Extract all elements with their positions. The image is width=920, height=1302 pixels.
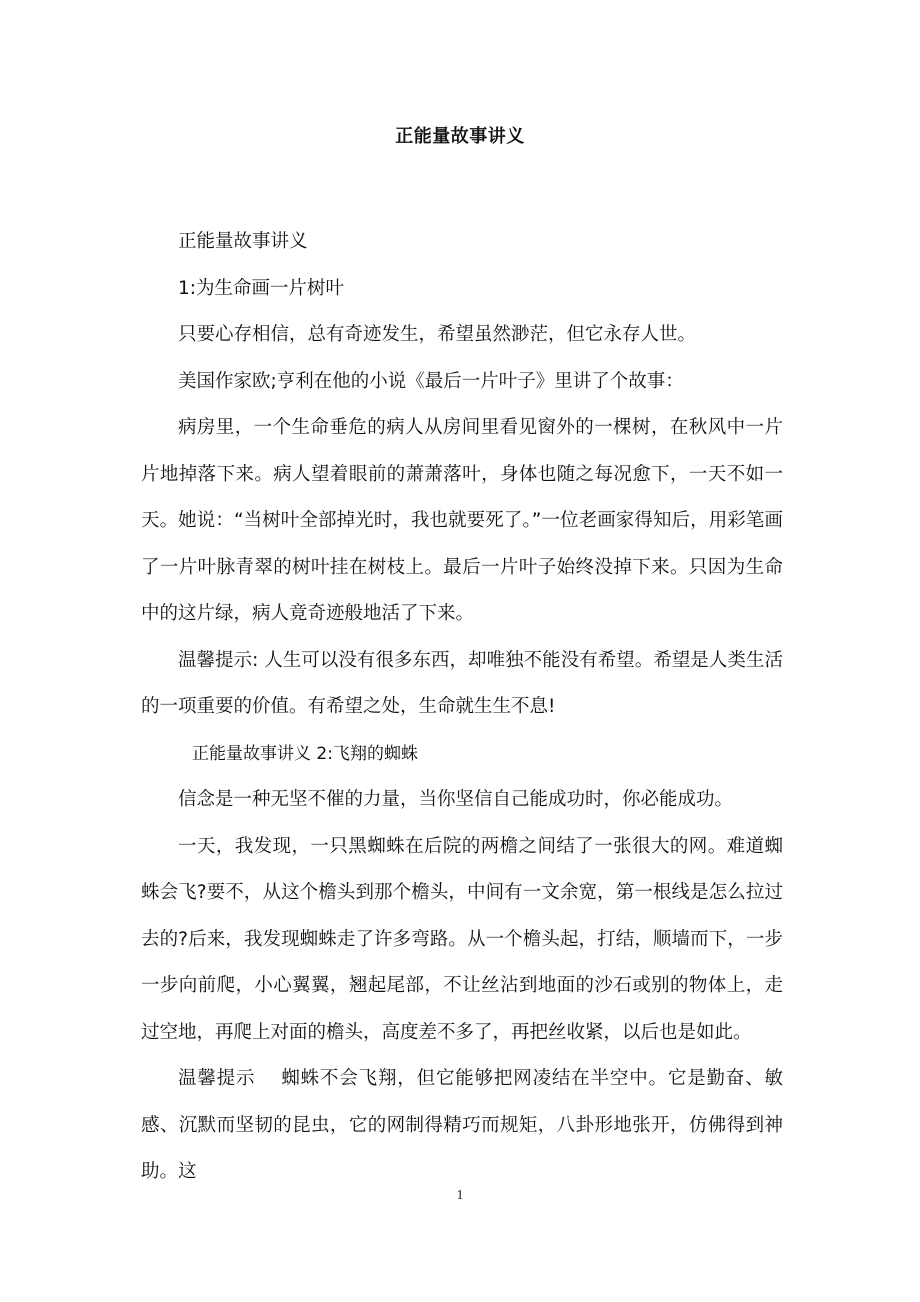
paragraph: 信念是一种无坚不催的力量，当你坚信自己能成功时，你必能成功。 xyxy=(178,789,734,810)
paragraph: 一天，我发现，一只黑蜘蛛在后院的两檐之间结了一张很大的网。难道蜘蛛会飞?要不，从这个檐头到那个檐头，中间有一文余宽，第一根线是怎么拉过去的?后来，我发现蜘蛛走了许多弯路。从一个檐头起，打结，顺墙而下，一步一步向前爬，小心翼翼，翘起尾部，不让丝沾到地面的沙石或别的物体上，走过空地，再爬上对面的檐头，高度差不多了，再把丝收紧，以后也是如此。 xyxy=(141,835,783,1043)
paragraph: 病房里，一个生命垂危的病人从房间里看见窗外的一棵树，在秋风中一片片地掉落下来。病人望着眼前的萧萧落叶，身体也随之每况愈下，一天不如一天。她说：“当树叶全部掉光时，我也就要死了。”一位老画家得知后，用彩笔画了一片叶脉青翠的树叶挂在树枝上。最后一片叶子始终没掉下来。只因为生命中的这片绿，病人竟奇迹般地活了下来。 xyxy=(141,417,783,624)
paragraph: 只要心存相信，总有奇迹发生，希望虽然渺茫，但它永存人世。 xyxy=(178,324,697,345)
story-1-heading: 1:为生命画一片树叶 xyxy=(178,277,345,299)
document-body xyxy=(141,219,783,1196)
document-title: 正能量故事讲义 xyxy=(395,126,525,147)
page-number: 1 xyxy=(456,1188,464,1203)
paragraph: 美国作家欧;亨利在他的小说《最后一片叶子》里讲了个故事： xyxy=(178,370,684,392)
paragraph-heading: 正能量故事讲义 xyxy=(178,231,308,252)
tip-paragraph: 温馨提示: 人生可以没有很多东西，却唯独不能没有希望。希望是人类生活的一项重要的价值。有希望之处，生命就生生不息! xyxy=(141,649,783,717)
tip-paragraph: 温馨提示 蜘蛛不会飞翔，但它能够把网凌结在半空中。它是勤奋、敏感、沉默而坚韧的昆虫，它的网制得精巧而规矩，八卦形地张开，仿佛得到神助。这 xyxy=(141,1068,783,1182)
story-2-heading: 正能量故事讲义 2:飞翔的蜘蛛 xyxy=(192,743,418,764)
